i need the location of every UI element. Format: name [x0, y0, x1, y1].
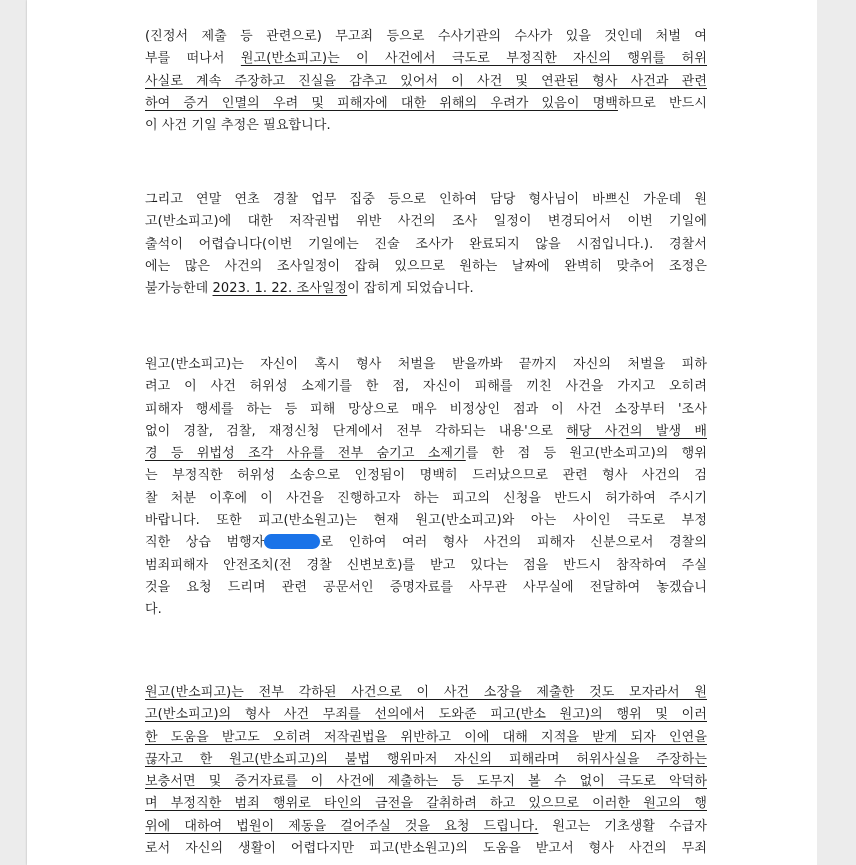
text-line: 이 사건 기일 추정은 필요합니다.	[145, 118, 331, 134]
underlined-line: 며 부정직한 범죄 행위로 타인의 금전을 갈취하려 하고 있으므로 이러한 원고의 행	[145, 796, 707, 812]
viewer-right-margin	[817, 0, 856, 865]
underlined-line: 사실로 계속 주장하고 진실을 감추고 있어서 이 사건 및 연관된 형사 사건과 관련	[145, 73, 707, 89]
underlined-text: 원고(반소피고)는 이 사건에서 극도로 부정직한 자신의 행위를 허위	[240, 51, 707, 67]
text-line	[145, 93, 707, 115]
document-page	[27, 0, 817, 865]
text-line: 로서 자신의 생활이 어렵다지만 피고(반소원고)의 도움을 받고서 형사 사건의 무죄	[145, 841, 707, 857]
text-line: 범죄피해자 안전조치(전 경찰 신변보호)를 받고 있다는 점을 반드시 참작하여 주실	[145, 557, 707, 573]
text-line: 것을 요청 드리며 관련 공문서인 증명자료를 사무관 사무실에 전달하여 놓겠습니	[145, 579, 707, 595]
underlined-text: 하여 증거 인멸의 우려 및 피해자에 대한 위해의 우려가 있음이 명백	[145, 95, 618, 111]
underlined-line: 끊자고 한 원고(반소피고)의 불법 행위마저 자신의 피해라며 허위사실을 주장하는	[145, 751, 707, 767]
underlined-text: 경 등 위법성 조각 사유를 전부 숨기고 소제기	[145, 446, 466, 462]
text-line	[145, 48, 707, 70]
underlined-text: 위에 대하여 법원이 제동을 걸어주실 것을 요청 드립니다.	[145, 818, 539, 834]
paragraph-2	[145, 189, 707, 300]
text-line: 에는 많은 사건의 조사일정이 잡혀 있으므로 원하는 날짜에 완벽히 맞추어 조정은	[145, 258, 707, 274]
redaction-mark	[264, 534, 320, 549]
text-line: 는 부정직한 허위성 소송으로 인정됨이 명백히 드러났으므로 관련 형사 사건의 검	[145, 468, 707, 484]
paragraph-4	[145, 682, 707, 860]
text-line: 찰 처분 이후에 이 사건을 진행하고자 하는 피고의 신청을 반드시 허가하여 주시기	[145, 490, 707, 506]
paragraph-3	[145, 354, 707, 622]
text-line	[145, 816, 707, 838]
text-line: 출석이 어렵습니다(이번 기일에는 진술 조사가 완료되지 않을 시점입니다.). 경찰서	[145, 236, 707, 252]
text-line: (진정서 제출 등 관련으로) 무고죄 등으로 수사기관의 수사가 있을 것인데 처벌 여	[145, 29, 707, 44]
text-line: 피해자 행세를 하는 등 피해 망상으로 매우 비정상인 점과 이 사건 소장부터 '조사	[145, 401, 707, 417]
text-run: 불가능한데	[145, 281, 213, 297]
underlined-text: 해당 사건의 발생 배	[566, 423, 707, 439]
text-line	[145, 421, 707, 443]
text-run: 없이 경찰, 검찰, 재정신청 단계에서 전부 각하되는 내용'으로	[145, 423, 567, 439]
text-run: 를 한 점 등 원고(반소피고)의 행위	[465, 446, 707, 462]
text-line: 바랍니다. 또한 피고(반소원고)는 현재 원고(반소피고)와 아는 사이인 극도로 부정	[145, 513, 707, 529]
text-line	[145, 278, 707, 300]
text-run: 부를 떠나서	[145, 51, 241, 67]
text-run: 원고는 기초생활 수급자	[538, 818, 707, 834]
viewer-left-margin	[0, 0, 27, 865]
text-line	[145, 532, 707, 554]
text-line: 원고(반소피고)는 자신이 혹시 형사 처벌을 받을까봐 끝까지 자신의 처벌을 피하	[145, 357, 707, 372]
text-line	[145, 443, 707, 465]
underlined-line: 고(반소피고)의 형사 사건 무죄를 선의에서 도와준 피고(반소 원고)의 행위 및 이러	[145, 707, 707, 723]
text-line: 그리고 연말 연초 경찰 업무 집중 등으로 인하여 담당 형사님이 바쁘신 가운데 원	[145, 192, 707, 207]
text-run: 직한 상습 범행자	[145, 535, 265, 551]
text-run: 로 인하여 여러 형사 사건의 피해자 신분으로서 경찰의	[320, 535, 707, 551]
paragraph-1	[145, 26, 707, 137]
underlined-line: 보충서면 및 증거자료를 이 사건에 제출하는 등 도무지 볼 수 없이 극도로 악덕하	[145, 774, 707, 790]
underlined-line: 원고(반소피고)는 전부 각하된 사건으로 이 사건 소장을 제출한 것도 모자라서 원	[145, 685, 707, 700]
underlined-line: 한 도움을 받고도 오히려 저작권법을 위반하고 이에 대해 지적을 받게 되자 인연을	[145, 729, 707, 745]
text-line: 고(반소피고)에 대한 저작권법 위반 사건의 조사 일정이 변경되어서 이번 기일에	[145, 214, 707, 230]
text-run: 이 잡히게 되었습니다.	[347, 281, 474, 297]
text-line: 려고 이 사건 허위성 소제기를 한 점, 자신이 피해를 끼친 사건을 가지고 오히려	[145, 379, 707, 395]
text-line: 다.	[145, 602, 162, 618]
underlined-date: 2023. 1. 22. 조사일정	[212, 281, 348, 297]
text-run: 하므로 반드시	[617, 95, 708, 111]
